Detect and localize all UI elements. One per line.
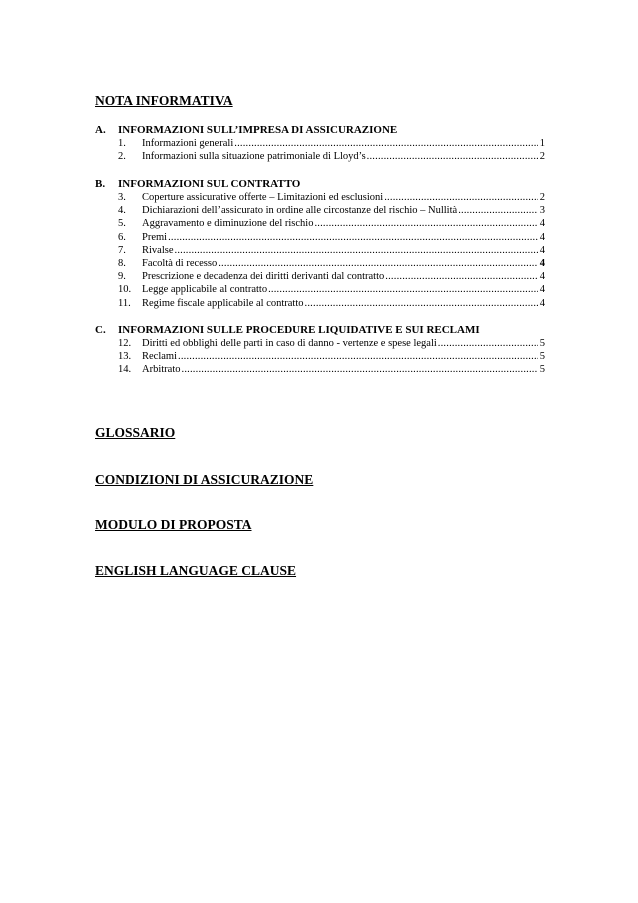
dot-leader bbox=[305, 297, 538, 310]
toc-entry bbox=[95, 244, 545, 257]
toc-label: Legge applicabile al contratto bbox=[142, 284, 268, 296]
dot-leader bbox=[314, 217, 538, 230]
dot-leader bbox=[218, 257, 538, 270]
toc-number: 1. bbox=[118, 138, 126, 149]
toc-number: 10. bbox=[118, 284, 132, 296]
heading-english-clause: ENGLISH LANGUAGE CLAUSE bbox=[95, 563, 297, 578]
section-letter: B. bbox=[95, 178, 106, 190]
section-title: INFORMAZIONI SULLE PROCEDURE LIQUIDATIVE E SUI RECLAMI bbox=[118, 324, 480, 336]
toc-page: 4 bbox=[539, 271, 545, 283]
toc-number: 3. bbox=[118, 192, 126, 203]
toc-label: Aggravamento e diminuzione del rischio bbox=[142, 218, 314, 230]
toc-entry bbox=[95, 283, 545, 296]
dot-leader bbox=[178, 350, 538, 363]
toc-page: 1 bbox=[539, 138, 545, 149]
toc-page: 2 bbox=[539, 151, 545, 163]
toc-page: 3 bbox=[539, 205, 545, 217]
toc-entry bbox=[95, 231, 545, 244]
toc-page: 4 bbox=[539, 231, 545, 243]
toc-entry bbox=[95, 297, 545, 310]
toc-label: Regime fiscale applicabile al contratto bbox=[142, 297, 304, 309]
toc-number: 14. bbox=[118, 364, 132, 376]
dot-leader bbox=[268, 283, 538, 296]
section-title: INFORMAZIONI SULL’IMPRESA DI ASSICURAZIONE bbox=[118, 124, 398, 136]
section-a bbox=[95, 123, 545, 163]
toc-number: 9. bbox=[118, 271, 126, 283]
toc-entry bbox=[95, 191, 545, 204]
dot-leader bbox=[367, 150, 538, 163]
section-letter: C. bbox=[95, 324, 106, 336]
toc-number: 5. bbox=[118, 218, 126, 230]
section-b bbox=[95, 177, 545, 310]
toc-label: Arbitrato bbox=[142, 364, 181, 376]
section-title: INFORMAZIONI SUL CONTRATTO bbox=[118, 178, 301, 190]
section-c bbox=[95, 323, 545, 377]
toc-label: Prescrizione e decadenza dei diritti derivanti dal contratto bbox=[142, 271, 385, 283]
dot-leader bbox=[182, 363, 539, 376]
toc-label: Rivalse bbox=[142, 244, 174, 256]
section-letter: A. bbox=[95, 124, 106, 136]
toc-number: 8. bbox=[118, 257, 126, 269]
toc-number: 13. bbox=[118, 351, 132, 363]
heading-modulo: MODULO DI PROPOSTA bbox=[95, 517, 252, 532]
toc-page: 4 bbox=[539, 297, 545, 309]
toc-page: 4 bbox=[539, 284, 545, 296]
toc-entry bbox=[95, 257, 545, 270]
toc-label: Diritti ed obblighi delle parti in caso di danno - vertenze e spese legali bbox=[142, 338, 437, 349]
toc-entry bbox=[95, 363, 545, 376]
section-heading bbox=[95, 177, 545, 191]
toc-page: 2 bbox=[539, 192, 545, 203]
toc-page: 5 bbox=[539, 351, 545, 363]
toc-label: Coperture assicurative offerte – Limitazioni ed esclusioni bbox=[142, 192, 384, 203]
toc-number: 6. bbox=[118, 231, 126, 243]
toc-entry bbox=[95, 217, 545, 230]
page-title: NOTA INFORMATIVA bbox=[95, 93, 233, 108]
dot-leader bbox=[458, 204, 538, 217]
toc-number: 11. bbox=[118, 297, 131, 309]
toc-number: 2. bbox=[118, 151, 126, 163]
toc-entry bbox=[95, 270, 545, 283]
section-heading bbox=[95, 123, 545, 137]
toc-label: Reclami bbox=[142, 351, 177, 363]
toc-label: Premi bbox=[142, 231, 168, 243]
heading-condizioni: CONDIZIONI DI ASSICURAZIONE bbox=[95, 472, 314, 487]
toc-number: 7. bbox=[118, 244, 126, 256]
dot-leader bbox=[384, 191, 538, 204]
toc-entry bbox=[95, 337, 545, 350]
toc-entry bbox=[95, 137, 545, 150]
dot-leader bbox=[234, 137, 538, 150]
dot-leader bbox=[385, 270, 538, 283]
toc-label: Dichiarazioni dell’assicurato in ordine alle circostanze del rischio – Nullità bbox=[142, 205, 458, 217]
toc-entry bbox=[95, 150, 545, 163]
toc-page: 5 bbox=[539, 338, 545, 349]
section-heading bbox=[95, 323, 545, 337]
toc-page: 4 bbox=[539, 244, 545, 256]
toc-number: 4. bbox=[118, 205, 126, 217]
dot-leader bbox=[168, 231, 538, 244]
dot-leader bbox=[438, 337, 538, 350]
toc-page: 4 bbox=[539, 257, 545, 269]
toc-number: 12. bbox=[118, 338, 132, 349]
toc-label: Facoltà di recesso bbox=[142, 257, 218, 269]
toc-entry bbox=[95, 204, 545, 217]
toc-label: Informazioni sulla situazione patrimoniale di Lloyd’s bbox=[142, 151, 366, 163]
toc-label: Informazioni generali bbox=[142, 138, 234, 149]
heading-glossario: GLOSSARIO bbox=[95, 425, 176, 440]
toc-entry bbox=[95, 350, 545, 363]
toc-page: 5 bbox=[539, 364, 545, 376]
toc-page: 4 bbox=[539, 218, 545, 230]
dot-leader bbox=[175, 244, 539, 257]
